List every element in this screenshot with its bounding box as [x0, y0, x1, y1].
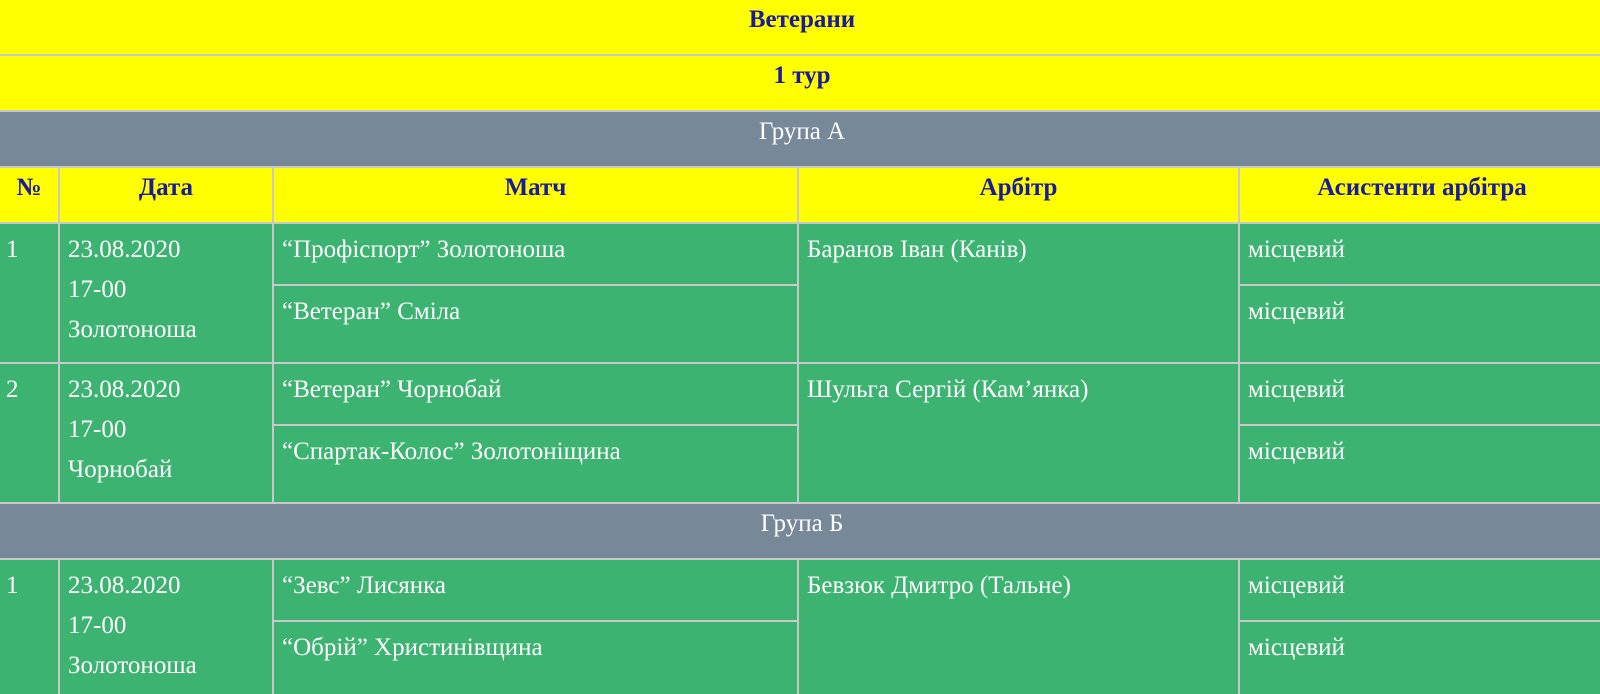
table-title: Ветерани [0, 0, 1600, 54]
table-row [0, 560, 1600, 620]
group-title: Група А [0, 112, 1600, 166]
header-row [0, 168, 1600, 222]
column-header-referee: Арбітр [799, 168, 1238, 222]
away-team: “Ветеран” Сміла [274, 286, 797, 362]
match-date-cell [60, 224, 272, 362]
away-team: “Обрій” Христинівщина [274, 622, 797, 694]
match-time: 17-00 [68, 276, 127, 303]
column-header-match: Матч [274, 168, 797, 222]
column-header-assistants: Асистенти арбітра [1240, 168, 1600, 222]
title-row [0, 0, 1600, 54]
match-time: 17-00 [68, 612, 127, 639]
match-time: 17-00 [68, 416, 127, 443]
referee: Бевзюк Дмитро (Тальне) [799, 560, 1238, 694]
home-team: “Ветеран” Чорнобай [274, 364, 797, 424]
away-team: “Спартак-Колос” Золотоніщина [274, 426, 797, 502]
assistant-referee: місцевий [1240, 622, 1600, 694]
group-row [0, 504, 1600, 558]
match-date: 23.08.2020 [68, 236, 181, 263]
match-number: 2 [0, 364, 58, 502]
match-venue: Золотоноша [68, 652, 197, 679]
assistant-referee: місцевий [1240, 560, 1600, 620]
match-date: 23.08.2020 [68, 572, 181, 599]
round-title: 1 тур [0, 56, 1600, 110]
group-title: Група Б [0, 504, 1600, 558]
round-row [0, 56, 1600, 110]
match-date: 23.08.2020 [68, 376, 181, 403]
match-date-cell [60, 364, 272, 502]
table-row [0, 224, 1600, 284]
referee: Баранов Іван (Канів) [799, 224, 1238, 362]
match-venue: Золотоноша [68, 316, 197, 343]
referee: Шульга Сергій (Кам’янка) [799, 364, 1238, 502]
match-venue: Чорнобай [68, 456, 173, 483]
match-date-cell [60, 560, 272, 694]
group-row [0, 112, 1600, 166]
match-number: 1 [0, 224, 58, 362]
home-team: “Профіспорт” Золотоноша [274, 224, 797, 284]
assistant-referee: місцевий [1240, 224, 1600, 284]
column-header-number: № [0, 168, 58, 222]
assistant-referee: місцевий [1240, 426, 1600, 502]
home-team: “Зевс” Лисянка [274, 560, 797, 620]
assistant-referee: місцевий [1240, 364, 1600, 424]
match-number: 1 [0, 560, 58, 694]
assistant-referee: місцевий [1240, 286, 1600, 362]
table-row [0, 364, 1600, 424]
column-header-date: Дата [60, 168, 272, 222]
